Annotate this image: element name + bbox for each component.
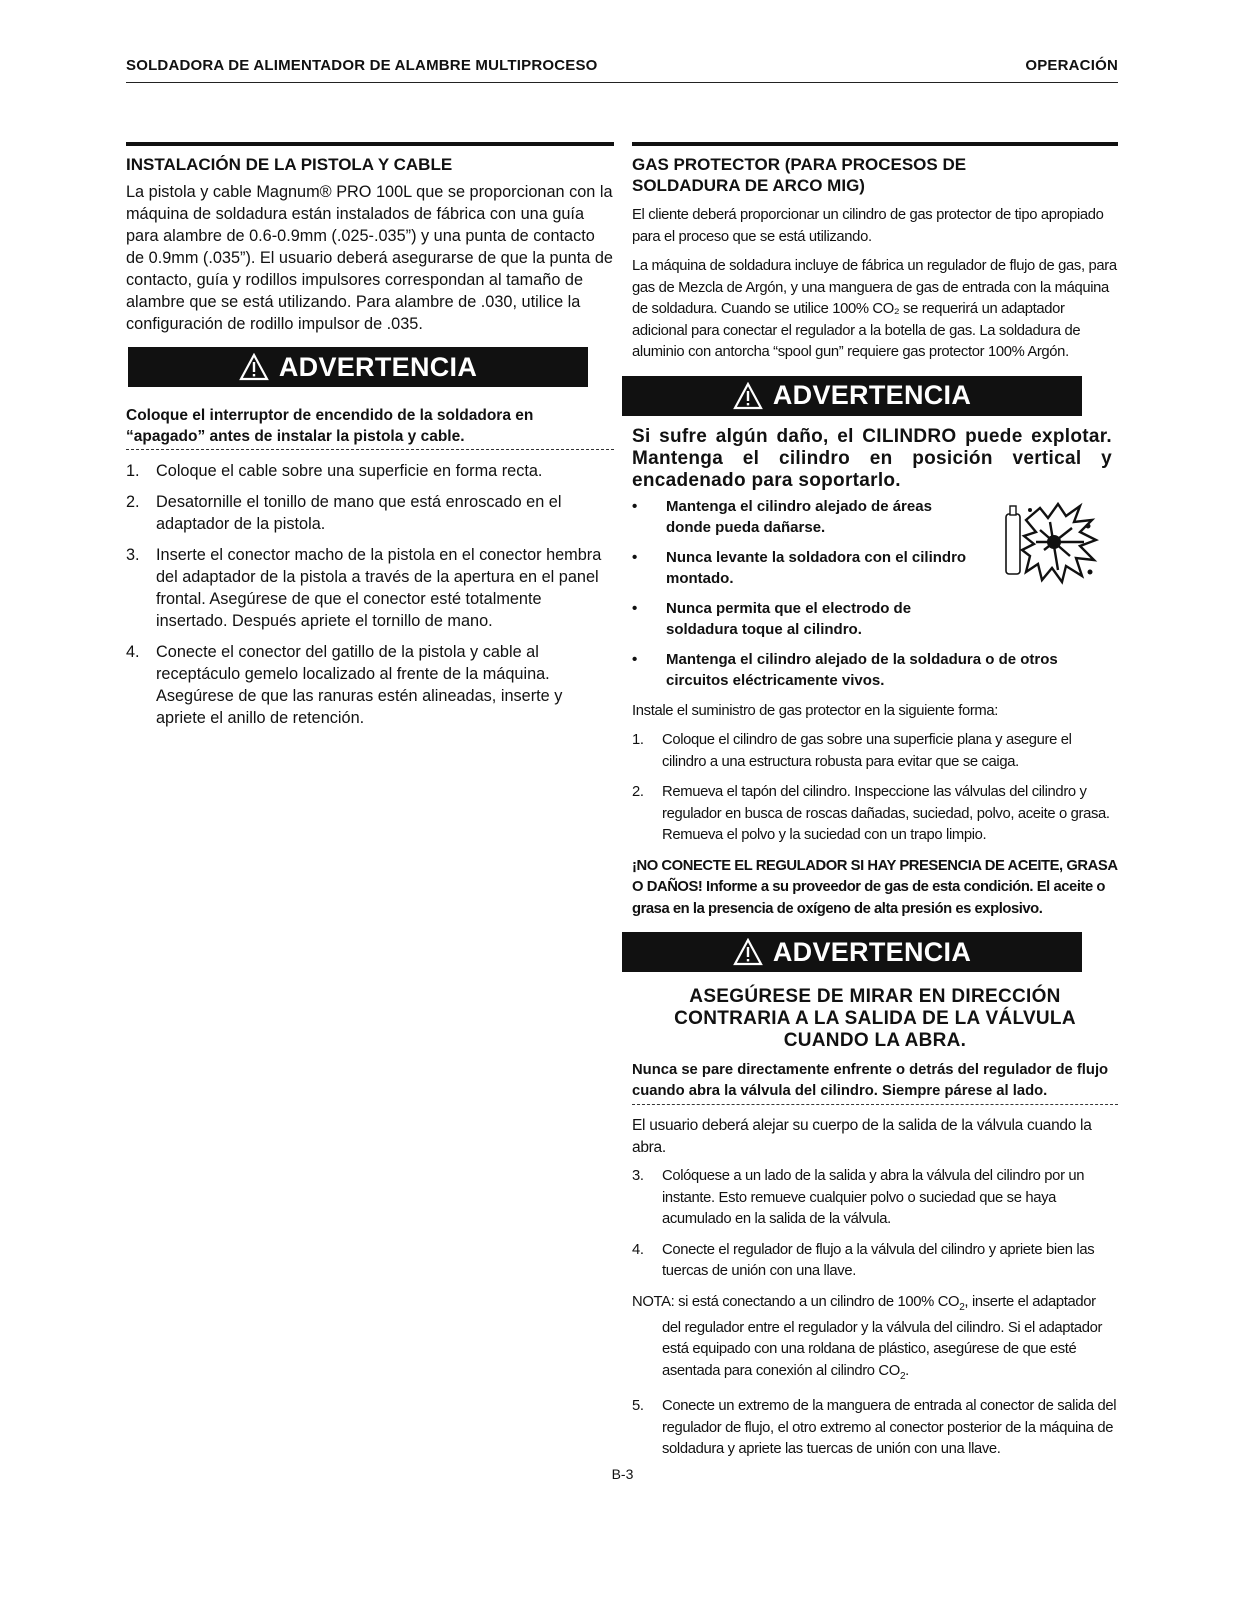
valve-caution-text: El usuario deberá alejar su cuerpo de la salida de la válvula cuando la abra. [632,1117,1092,1156]
co2-note-end: . [905,1362,909,1379]
step-number: 1. [126,462,140,480]
list-item [632,730,1118,773]
co2-note [632,1292,1118,1388]
step-text: Coloque el cable sobre una superficie en forma recta. [156,462,543,480]
warning-triangle-icon [733,382,763,410]
cylinder-explosion-icon [1000,500,1100,586]
shielding-gas-title: GAS PROTECTOR (PARA PROCESOS DE SOLDADURA DE ARCO MIG) [632,155,967,195]
co2-subscript: 2 [899,1370,906,1382]
step-number: 3. [126,546,140,564]
list-item [632,1166,1118,1231]
step-number: 2. [126,493,140,511]
warning-label: ADVERTENCIA [278,351,478,382]
bullet-text: Nunca levante la soldadora con el cilindro montado. [666,548,967,587]
oil-grease-caution: ¡NO CONECTE EL REGULADOR SI HAY PRESENCIA DE ACEITE, GRASA O DAÑOS! Informe a su proveedor de gas de esta condición. El aceite o grasa en la presencia de oxígeno de alta presión es explosivo. [632,857,1118,917]
step-text: Colóquese a un lado de la salida y abra la válvula del cilindro por un instante. Esto remueve cualquier polvo o suciedad que se haya acumulado en la salida de la válvula. [662,1168,1085,1227]
co2-note-prefix: NOTA: si está conectando a un cilindro de 100% CO [632,1293,960,1310]
warning-triangle-icon [733,938,763,966]
bullet-mark: • [632,599,638,617]
step-number: 4. [126,643,140,661]
bullet-text: Mantenga el cilindro alejado de áreas donde pueda dañarse. [666,497,932,536]
step-text: Remueva el tapón del cilindro. Inspeccione las válvulas del cilindro y regulador en busca de roscas dañadas, suciedad, polvo, aceite o grasa. Remueva el polvo y la suciedad con un trapo limpio. [662,784,1110,843]
list-item [126,460,614,482]
dashed-divider [632,1104,1118,1105]
list-item [632,1396,1118,1461]
bullet-text: Mantenga el cilindro alejado de la soldadura o de otros circuitos eléctricamente vivos. [666,650,1058,689]
cylinder-bullets-block [632,496,1118,691]
step-number: 1. [632,732,644,748]
step-text: Conecte el conector del gatillo de la pistola y cable al receptáculo gemelo localizado al frente de la máquina. Asegúrese de que las ranuras estén alineadas, inserte y apriete el anillo de retención. [156,643,563,727]
step-text: Inserte el conector macho de la pistola en el conector hembra del adaptador de la pistola a través de la apertura en el panel frontal. Asegúrese de que el conector esté totalmente insertado. Después apriete el tornillo de mano. [156,546,602,630]
hose-step [632,1396,1118,1461]
valve-warning-heading: ASEGÚRESE DE MIRAR EN DIRECCIÓN CONTRARIA A LA SALIDA DE LA VÁLVULA CUANDO LA ABRA. [674,986,1076,1051]
gun-installation-intro: La pistola y cable Magnum® PRO 100L que se proporcionan con la máquina de soldadura están instalados de fábrica con una guía para alambre de 0.6-0.9mm (.025-.035”) y una punta de contacto de 0.9mm (.035”). El usuario deberá asegurarse de que la punta de contacto, guía y rodillos impulsores correspondan al tamaño de alambre que se está utilizando. Para alambre de .030, utilice la configuración de rodillo impulsor de .035. [126,183,613,333]
step-text: Coloque el cilindro de gas sobre una superficie plana y asegure el cilindro a una estructura robusta para evitar que se caiga. [662,732,1072,770]
step-number: 4. [632,1241,644,1258]
warning-label: ADVERTENCIA [772,380,972,410]
warning-banner [128,347,588,387]
dashed-divider [126,449,614,450]
list-item [632,1240,1118,1283]
step-text: Conecte el regulador de flujo a la válvula del cilindro y apriete bien las tuercas de unión con una llave. [662,1241,1095,1279]
valve-warning-note: Nunca se pare directamente enfrente o detrás del regulador de flujo cuando abra la válvula del cilindro. Siempre párese al lado. [632,1062,1109,1099]
gas-paragraph-1: El cliente deberá proporcionar un cilindro de gas protector de tipo apropiado para el proceso que se está utilizando. [632,207,1104,245]
co2-subscript: 2 [959,1301,965,1313]
list-item [632,649,1118,691]
header-title: SOLDADORA DE ALIMENTADOR DE ALAMBRE MULTIPROCESO [126,57,598,74]
list-item [632,547,972,589]
regulator-steps [632,1166,1118,1283]
warning-triangle-icon [239,353,269,381]
header-section: OPERACIÓN [1025,57,1118,74]
right-column [632,142,1118,1470]
gun-installation-title: INSTALACIÓN DE LA PISTOLA Y CABLE [126,155,453,174]
warning-banner [622,932,1082,972]
page-header [126,54,1118,83]
bullet-text: Nunca permita que el electrodo de soldadura toque al cilindro. [666,599,912,638]
bullet-mark: • [632,650,638,668]
bullet-mark: • [632,548,638,566]
list-item [126,491,614,535]
warning-note: Coloque el interruptor de encendido de la soldadora en “apagado” antes de instalar la pistola y cable. [126,407,534,445]
step-number: 5. [632,1398,644,1415]
step-number: 3. [632,1168,644,1184]
gas-paragraph-2: La máquina de soldadura incluye de fábrica un regulador de flujo de gas, para gas de Mezcla de Argón, y una manguera de gas de entrada con la máquina de soldadura. Cuando se utilice 100% CO₂ se requerirá un adaptador adicional para conectar el regulador a la botella de gas. La soldadura de aluminio con antorcha “spool gun” requiere gas protector 100% Argón. [632,258,1117,360]
column-rule [126,142,614,146]
warning-label: ADVERTENCIA [772,936,972,967]
column-rule [632,142,1118,146]
gas-install-steps [632,730,1118,847]
co2-note-middle: , inserte el adaptador del regulador entre el regulador y la válvula del cilindro. Si el adaptador está equipado con una roldana de plástico, asegúrese de que esté asentada para conexión al cilindro CO [662,1293,1103,1379]
list-item [632,782,1118,847]
left-column [126,142,614,738]
step-number: 2. [632,784,644,800]
list-item [126,641,614,729]
list-item [632,598,972,640]
list-item [632,496,972,538]
step-text: Conecte un extremo de la manguera de entrada al conector de salida del regulador de flujo, el otro extremo al conector posterior de la máquina de soldadura y apriete las tuercas de unión con una llave. [662,1398,1117,1458]
cylinder-warning: Si sufre algún daño, el CILINDRO puede explotar. Mantenga el cilindro en posición vertical y encadenado para soportarlo. [632,425,1112,491]
warning-banner [622,376,1082,416]
install-intro: Instale el suministro de gas protector en la siguiente forma: [632,702,999,719]
step-text: Desatornille el tonillo de mano que está enroscado en el adaptador de la pistola. [156,493,562,533]
list-item [126,544,614,632]
gun-installation-steps [126,460,614,729]
page-number: B-3 [611,1466,634,1482]
bullet-mark: • [632,497,638,515]
